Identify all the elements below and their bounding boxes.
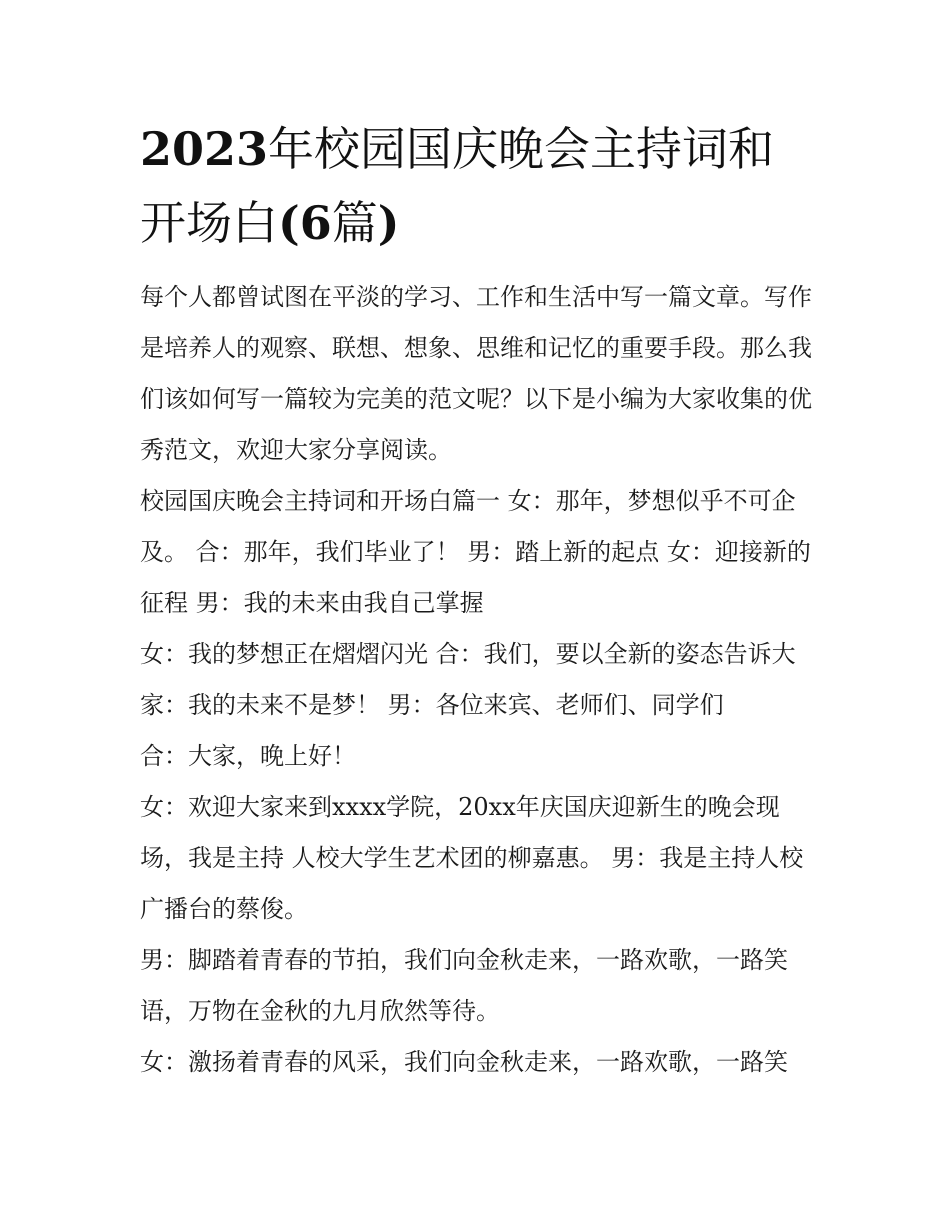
paragraph-greeting: 合：大家，晚上好！ bbox=[140, 742, 356, 770]
paragraph-welcome: 女：欢迎大家来到xxxx学院，20xx年庆国庆迎新生的晚会现场，我是主持 人校大学生艺术团的柳嘉惠。 男：我是主持人校广播台的蔡俊。 bbox=[140, 793, 804, 923]
paragraph-opening: 校园国庆晚会主持词和开场白篇一 女：那年，梦想似乎不可企及。 合：那年，我们毕业了！ 男：踏上新的起点 女：迎接新的征程 男：我的未来由我自己掌握 bbox=[140, 487, 811, 617]
document-body bbox=[140, 272, 815, 1088]
title-latin-run: ) bbox=[377, 196, 400, 250]
paragraph-intro: 每个人都曾试图在平淡的学习、工作和生活中写一篇文章。写作是培养人的观察、联想、想象、思维和记忆的重要手段。那么我们该如何写一篇较为完美的范文呢？以下是小编为大家收集的优秀范文，欢迎大家分享阅读。 bbox=[140, 283, 812, 464]
document-title: 2023年校园国庆晚会主持词和开场白(6篇) bbox=[140, 122, 775, 250]
paragraph-male-host: 男：脚踏着青春的节拍，我们向金秋走来，一路欢歌，一路笑语，万物在金秋的九月欣然等待。 bbox=[140, 946, 788, 1025]
paragraph-dream: 女：我的梦想正在熠熠闪光 合：我们，要以全新的姿态告诉大家：我的未来不是梦！ 男：各位来宾、老师们、同学们 bbox=[140, 640, 796, 719]
document-content bbox=[140, 112, 815, 1088]
paragraph-female-host: 女：激扬着青春的风采，我们向金秋走来，一路欢歌，一路笑 bbox=[140, 1048, 788, 1076]
title-latin-run: 2023 bbox=[140, 122, 269, 176]
title-latin-run: (6 bbox=[278, 196, 332, 250]
